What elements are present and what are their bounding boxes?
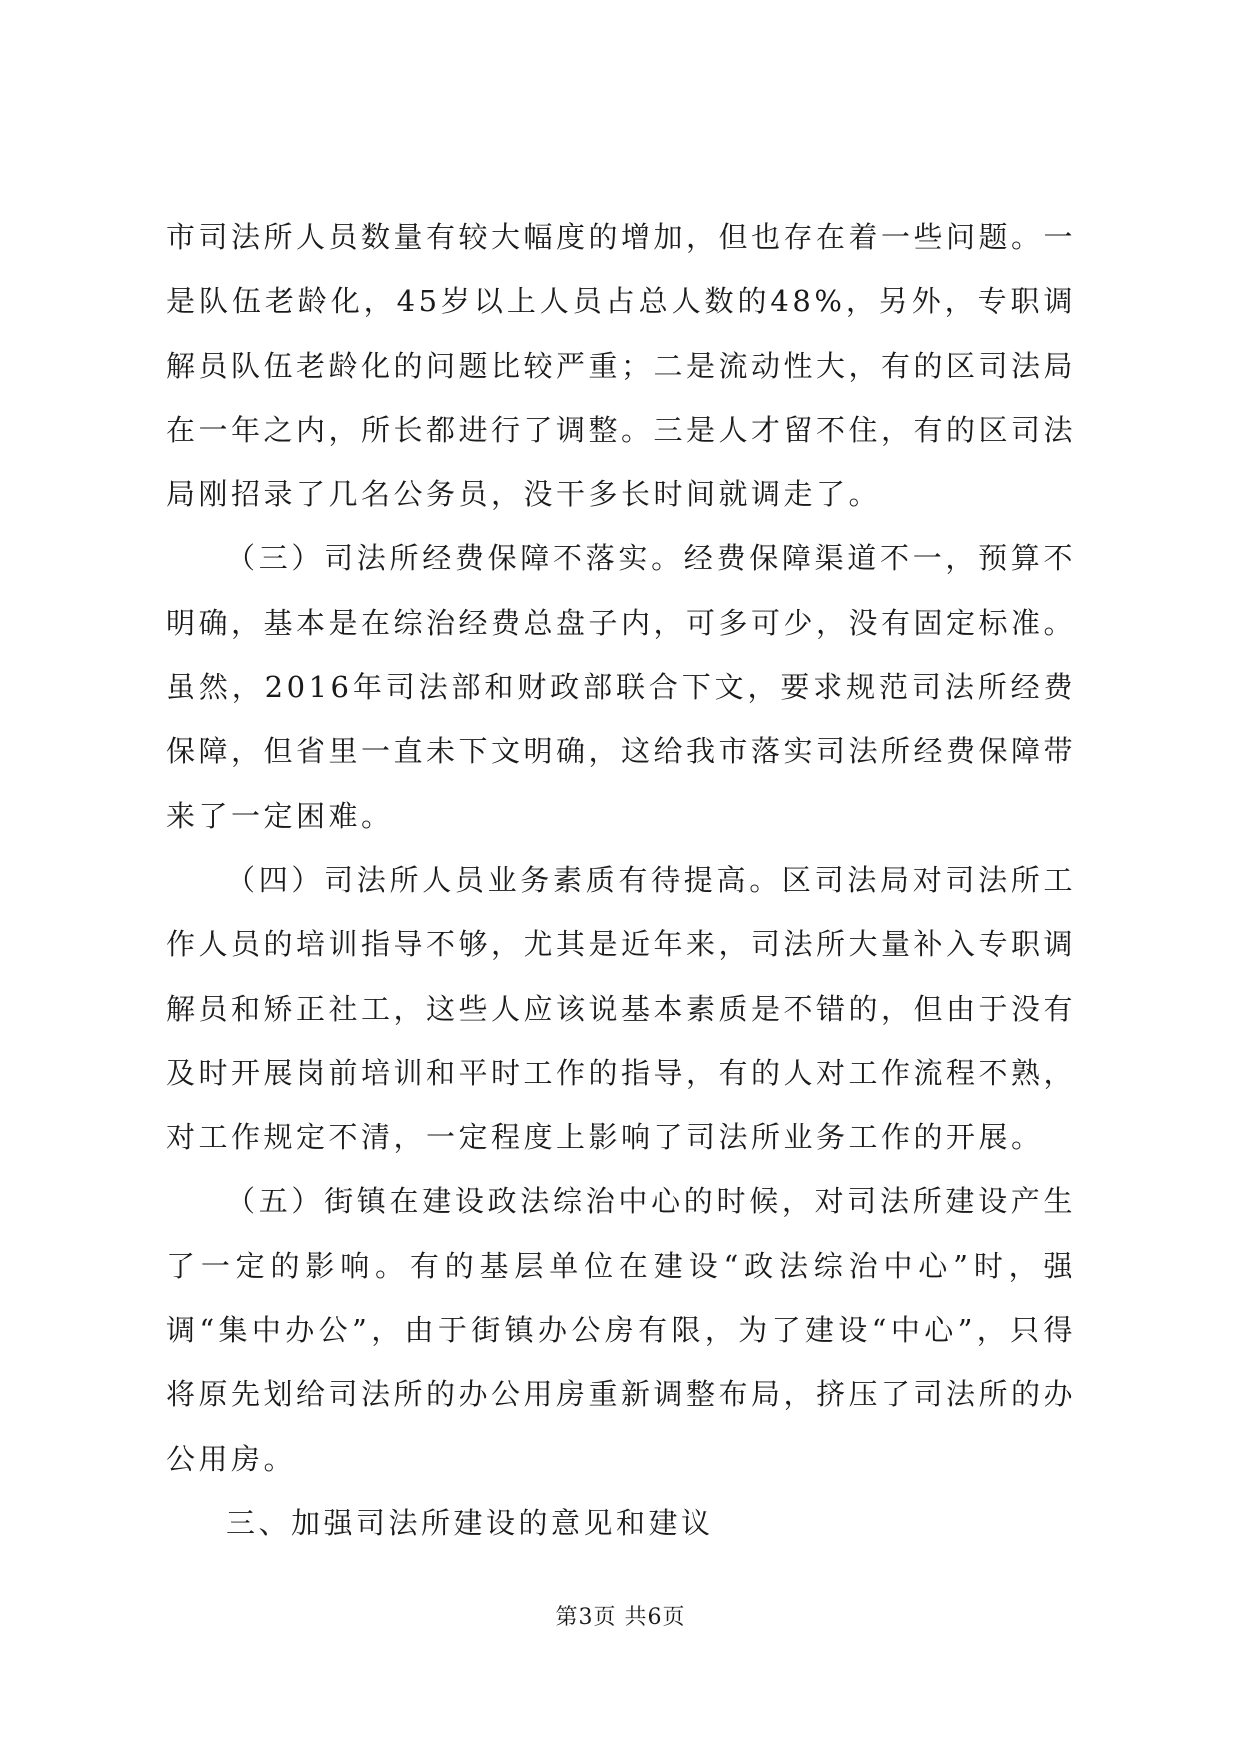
paragraph-section-4: （四）司法所人员业务素质有待提高。区司法局对司法所工作人员的培训指导不够，尤其是近年来，司法所大量补入专职调解员和矫正社工，这些人应该说基本素质是不错的，但由于没有及时开展岗前培训和平时工作的指导，有的人对工作流程不熟，对工作规定不清，一定程度上影响了司法所业务工作的开展。 xyxy=(166,862,1077,1155)
paragraph-section-5: （五）街镇在建设政法综治中心的时候，对司法所建设产生了一定的影响。有的基层单位在建设“政法综治中心”时，强调“集中办公”，由于街镇办公房有限，为了建设“中心”，只得将原先划给司法所的办公用房重新调整布局，挤压了司法所的办公用房。 xyxy=(166,1184,1077,1476)
section-heading: 三、加强司法所建设的意见和建议 xyxy=(226,1505,714,1540)
page-number-footer: 第3页 共6页 xyxy=(555,1605,686,1630)
paragraph-continuation: 市司法所人员数量有较大幅度的增加，但也存在着一些问题。一是队伍老龄化，45岁以上人员占总人数的48%，另外，专职调解员队伍老龄化的问题比较严重；二是流动性大，有的区司法局在一年之内，所长都进行了调整。三是人才留不住，有的区司法局刚招录了几名公务员，没干多长时间就调走了。 xyxy=(166,220,1077,512)
document-body xyxy=(166,205,1076,1555)
paragraph-section-3: （三）司法所经费保障不落实。经费保障渠道不一，预算不明确，基本是在综治经费总盘子内，可多可少，没有固定标准。虽然，2016年司法部和财政部联合下文，要求规范司法所经费保障，但省里一直未下文明确，这给我市落实司法所经费保障带来了一定困难。 xyxy=(166,541,1077,833)
